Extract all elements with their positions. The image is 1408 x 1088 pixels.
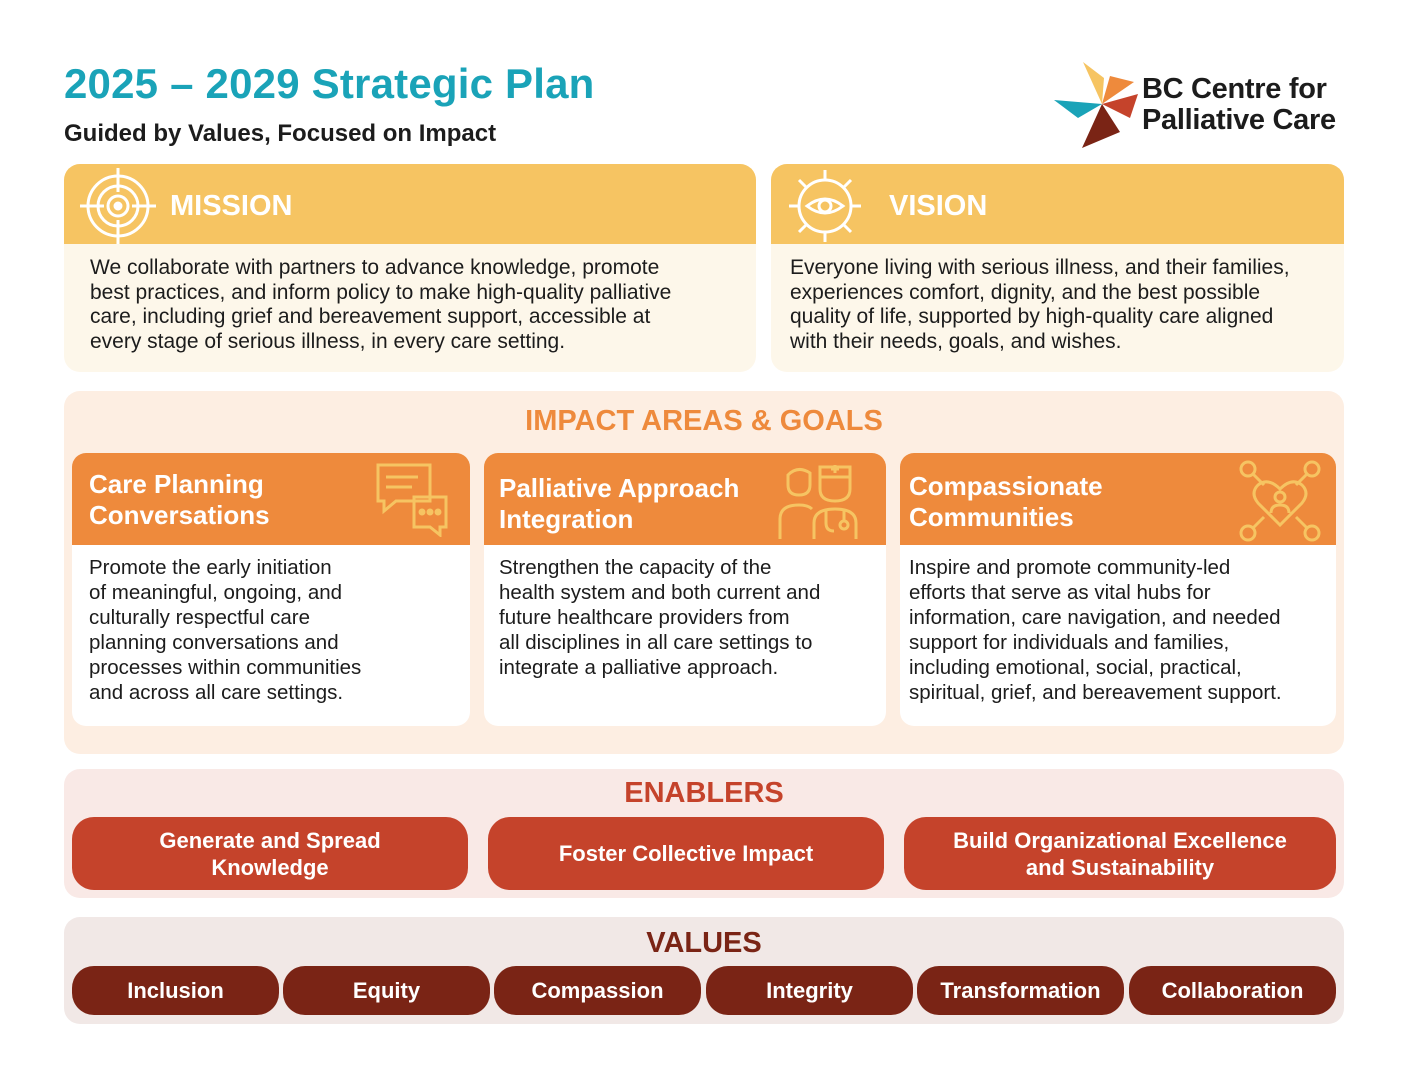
goal-header: [72, 453, 470, 545]
value-pill: Equity: [283, 966, 490, 1015]
logo-line-2: Palliative Care: [1142, 104, 1336, 136]
goal-text: Promote the early initiation of meaningful, ongoing, and culturally respectful care planning conversations and processes within communities and across all care settings.: [89, 556, 362, 704]
bc-centre-logo: [1052, 60, 1352, 152]
target-icon: [80, 168, 156, 249]
goal-title: Palliative Approach Integration: [499, 473, 740, 534]
community-heart-icon: [1238, 459, 1322, 548]
impact-areas-section: [64, 391, 1344, 754]
values-section: [64, 917, 1344, 1024]
enablers-title: ENABLERS: [624, 777, 784, 809]
goal-header: [900, 453, 1336, 545]
values-title: VALUES: [646, 927, 762, 959]
vision-card: [771, 164, 1344, 372]
impact-areas-title: IMPACT AREAS & GOALS: [525, 405, 883, 437]
enabler-pill: Build Organizational Excellence and Sustainability: [904, 817, 1336, 890]
vision-header: [771, 164, 1344, 244]
enabler-pill: Foster Collective Impact: [488, 817, 884, 890]
goal-title: Care Planning Conversations: [89, 469, 270, 530]
mission-title: MISSION: [170, 190, 293, 222]
value-pill: Compassion: [494, 966, 701, 1015]
vision-text: Everyone living with serious illness, and their families, experiences comfort, dignity, and the best possible quality of life, supported by high-quality care aligned with their needs, goals, and wishes.: [790, 256, 1290, 353]
logo-line-1: BC Centre for: [1142, 73, 1327, 105]
chat-bubbles-icon: [374, 461, 450, 542]
goal-card-palliative-approach: [484, 453, 886, 726]
goal-card-care-planning: [72, 453, 470, 726]
goal-text: Strengthen the capacity of the health system and both current and future healthcare providers from all disciplines in all care settings to integrate a palliative approach.: [499, 556, 821, 679]
healthcare-providers-icon: [778, 461, 868, 546]
goal-header: [484, 453, 886, 545]
mission-header: [64, 164, 756, 244]
vision-title: VISION: [889, 190, 988, 222]
eye-gear-icon: [787, 168, 863, 249]
enabler-pill: Generate and Spread Knowledge: [72, 817, 468, 890]
goal-text: Inspire and promote community-led efforts that serve as vital hubs for information, care navigation, and needed support for individuals and families, including emotional, social, practical, spiritual, grief, and bereavement support.: [909, 556, 1282, 704]
mission-text: We collaborate with partners to advance knowledge, promote best practices, and inform policy to make high-quality palliative care, including grief and bereavement support, accessible at every stage of serious illness, in every care setting.: [90, 256, 672, 353]
page-title: 2025 – 2029 Strategic Plan: [64, 60, 595, 107]
logo-text: [1142, 74, 1336, 136]
value-pill: Collaboration: [1129, 966, 1336, 1015]
pinwheel-logo-icon: [1052, 60, 1138, 152]
value-pill: Transformation: [917, 966, 1124, 1015]
goal-card-compassionate-communities: [900, 453, 1336, 726]
value-pill: Inclusion: [72, 966, 279, 1015]
enablers-section: [64, 769, 1344, 898]
page-subtitle: Guided by Values, Focused on Impact: [64, 120, 497, 147]
mission-card: [64, 164, 756, 372]
goal-title: Compassionate Communities: [909, 471, 1103, 532]
value-pill: Integrity: [706, 966, 913, 1015]
